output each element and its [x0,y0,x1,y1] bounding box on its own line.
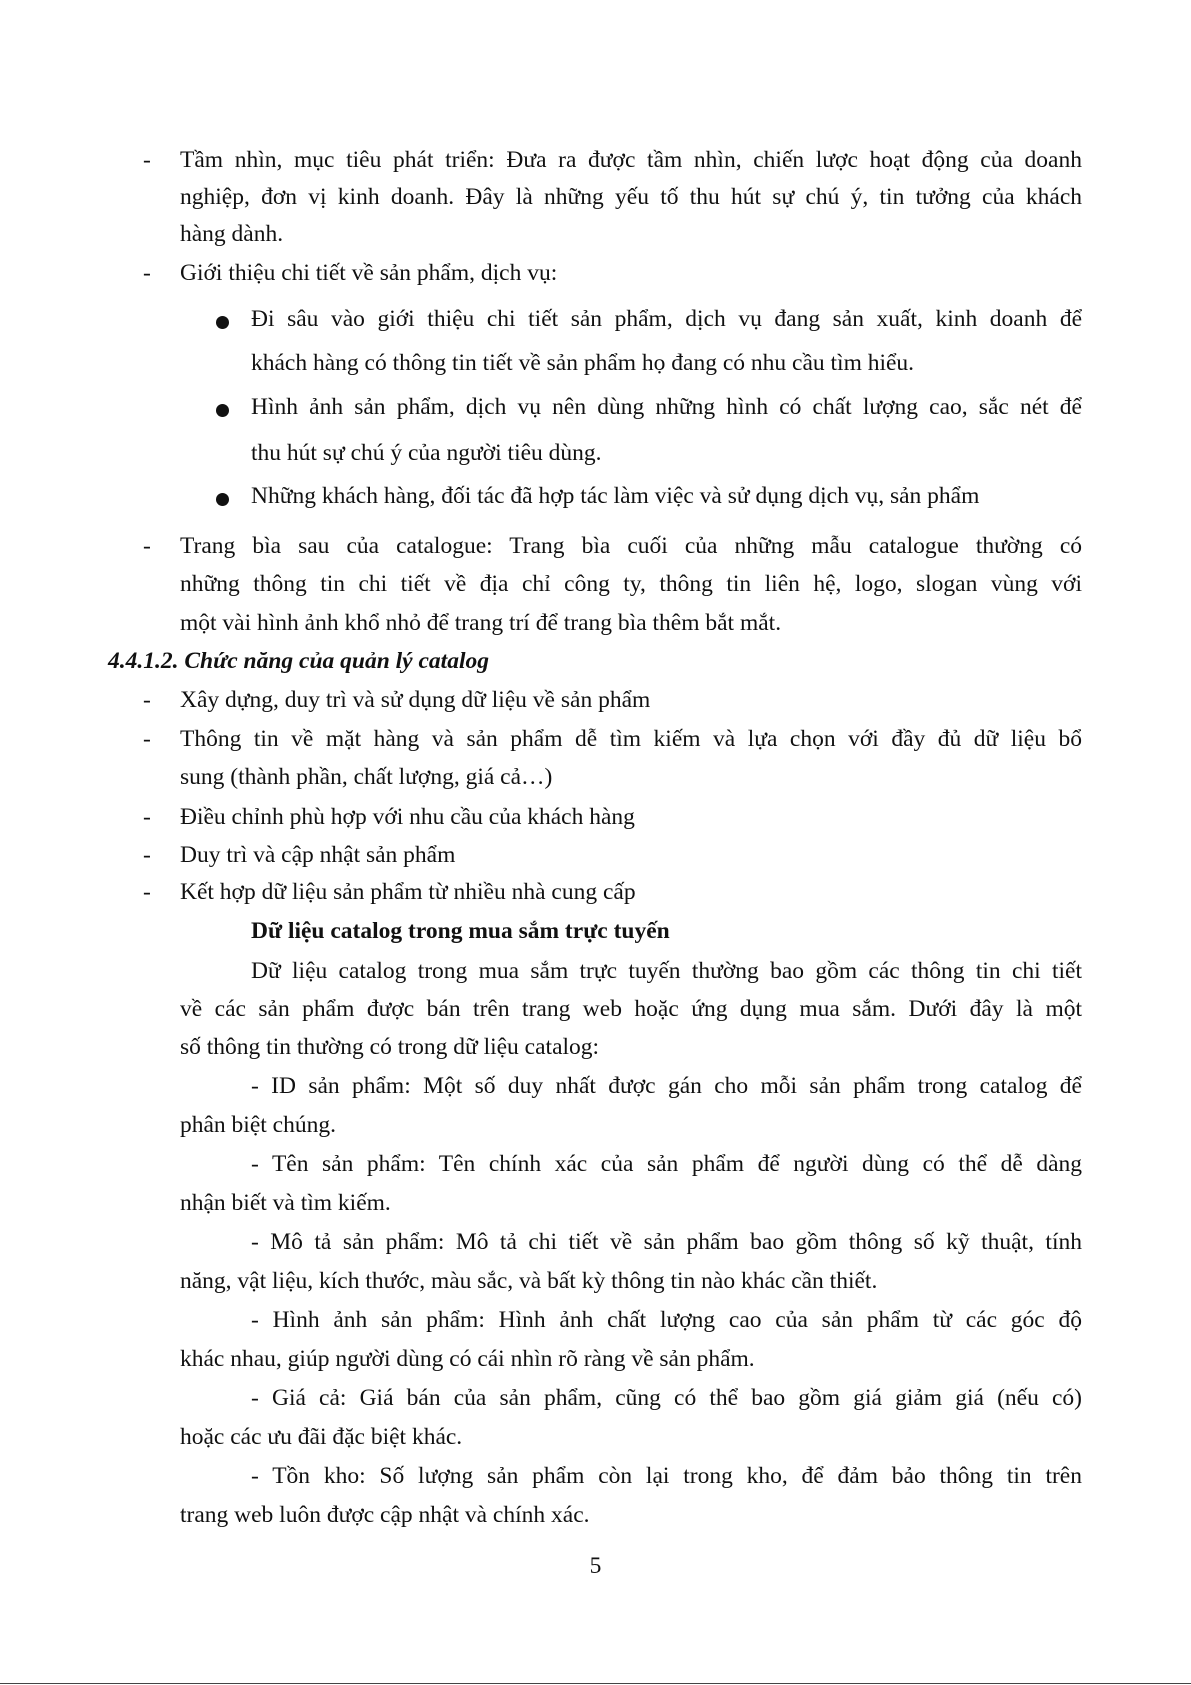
list-dash: - [143,147,151,173]
list-dash: - [143,842,151,868]
bullet-line: Hình ảnh sản phẩm, dịch vụ nên dùng những hình có chất lượng cao, sắc nét để [251,394,1082,420]
paragraph-line: về các sản phẩm được bán trên trang web hoặc ứng dụng mua sắm. Dưới đây là một [180,996,1082,1022]
paragraph-line: nghiệp, đơn vị kinh doanh. Đây là những yếu tố thu hút sự chú ý, tin tưởng của khách [180,184,1082,210]
bullet-line: thu hút sự chú ý của người tiêu dùng. [251,440,602,466]
item-line: hoặc các ưu đãi đặc biệt khác. [180,1424,463,1450]
item-line: năng, vật liệu, kích thước, màu sắc, và bất kỳ thông tin nào khác cần thiết. [180,1268,878,1294]
item-line: nhận biết và tìm kiếm. [180,1190,391,1216]
paragraph-line: Dữ liệu catalog trong mua sắm trực tuyến thường bao gồm các thông tin chi tiết [251,958,1082,984]
list-dash: - [143,879,151,905]
paragraph-line: Tầm nhìn, mục tiêu phát triển: Đưa ra được tầm nhìn, chiến lược hoạt động của doanh [180,147,1082,173]
bullet-icon [216,404,229,417]
list-dash: - [143,726,151,752]
bottom-rule [0,1683,1191,1684]
bullet-icon [216,316,229,329]
item-line: khác nhau, giúp người dùng có cái nhìn rõ ràng về sản phẩm. [180,1346,755,1372]
bullet-line: khách hàng có thông tin tiết về sản phẩm họ đang có nhu cầu tìm hiểu. [251,350,915,376]
page-number: 5 [589,1553,602,1579]
list-item: Điều chỉnh phù hợp với nhu cầu của khách hàng [180,804,635,830]
paragraph-line: Trang bìa sau của catalogue: Trang bìa cuối của những mẫu catalogue thường có [180,533,1082,559]
list-dash: - [143,804,151,830]
section-heading: 4.4.1.2. Chức năng của quản lý catalog [108,648,489,674]
item-line: - Tên sản phẩm: Tên chính xác của sản phẩm để người dùng có thể dễ dàng [251,1151,1082,1177]
bullet-line: Đi sâu vào giới thiệu chi tiết sản phẩm, dịch vụ đang sản xuất, kinh doanh để [251,306,1082,332]
item-line: - Giá cả: Giá bán của sản phẩm, cũng có thể bao gồm giá giảm giá (nếu có) [251,1385,1082,1411]
list-dash: - [143,260,151,286]
item-line: - ID sản phẩm: Một số duy nhất được gán cho mỗi sản phẩm trong catalog để [251,1073,1082,1099]
bullet-line: Những khách hàng, đối tác đã hợp tác làm việc và sử dụng dịch vụ, sản phẩm [251,483,980,509]
paragraph-line: số thông tin thường có trong dữ liệu catalog: [180,1034,600,1060]
paragraph-line: hàng dành. [180,221,284,247]
list-item: Thông tin về mặt hàng và sản phẩm dễ tìm kiếm và lựa chọn với đầy đủ dữ liệu bổ [180,726,1082,752]
item-line: phân biệt chúng. [180,1112,336,1138]
paragraph-line: Giới thiệu chi tiết về sản phẩm, dịch vụ: [180,260,558,286]
list-item: Xây dựng, duy trì và sử dụng dữ liệu về sản phẩm [180,687,651,713]
subheading: Dữ liệu catalog trong mua sắm trực tuyến [251,918,670,944]
list-item: Duy trì và cập nhật sản phẩm [180,842,456,868]
list-item: sung (thành phần, chất lượng, giá cả…) [180,764,553,790]
item-line: - Mô tả sản phẩm: Mô tả chi tiết về sản phẩm bao gồm thông số kỹ thuật, tính [251,1229,1082,1255]
paragraph-line: một vài hình ảnh khổ nhỏ để trang trí để trang bìa thêm bắt mắt. [180,610,782,636]
list-item: Kết hợp dữ liệu sản phẩm từ nhiều nhà cung cấp [180,879,636,905]
item-line: trang web luôn được cập nhật và chính xác. [180,1502,590,1528]
bullet-icon [216,493,229,506]
item-line: - Hình ảnh sản phẩm: Hình ảnh chất lượng cao của sản phẩm từ các góc độ [251,1307,1082,1333]
list-dash: - [143,533,151,559]
list-dash: - [143,687,151,713]
item-line: - Tồn kho: Số lượng sản phẩm còn lại trong kho, để đảm bảo thông tin trên [251,1463,1082,1489]
paragraph-line: những thông tin chi tiết về địa chỉ công ty, thông tin liên hệ, logo, slogan vùng với [180,571,1082,597]
